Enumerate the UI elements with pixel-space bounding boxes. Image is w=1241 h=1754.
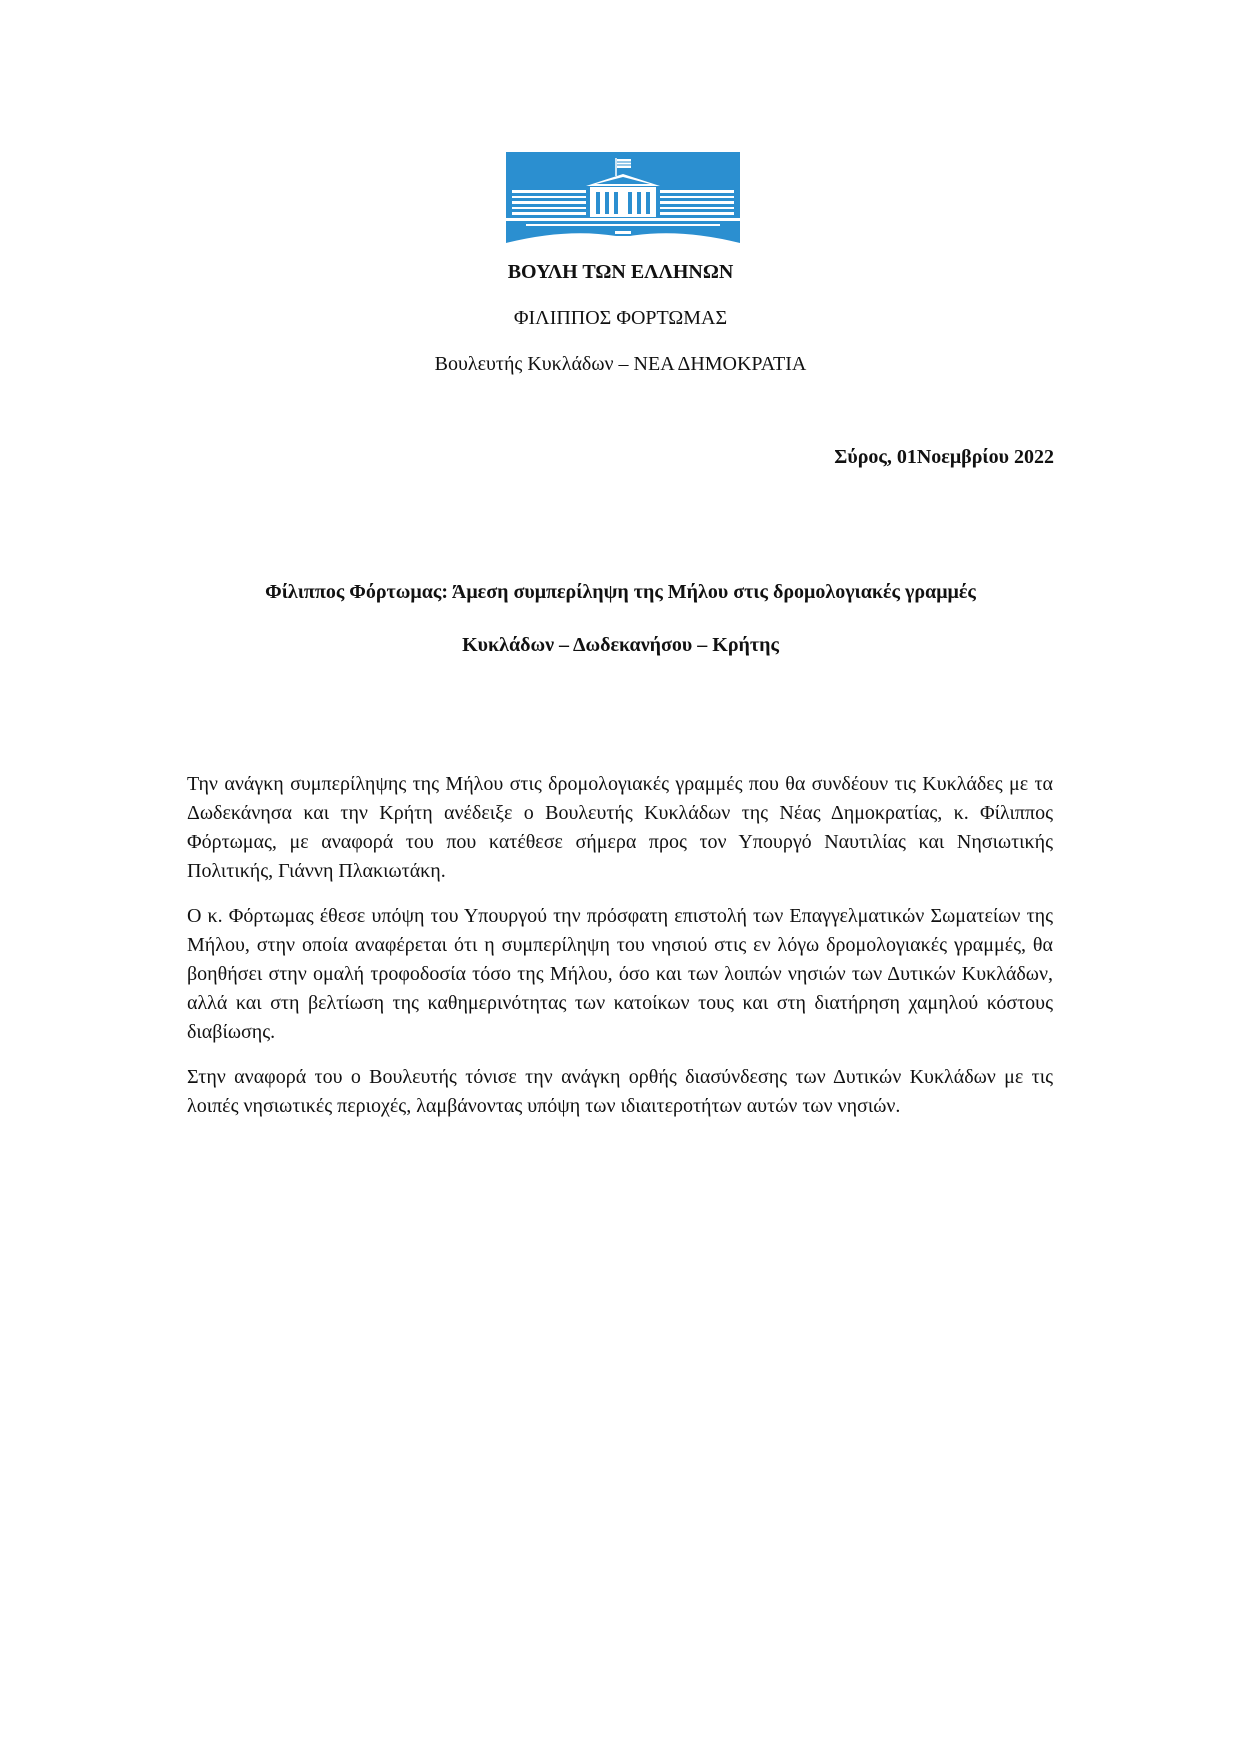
headline-line-1: Φίλιππος Φόρτωμας: Άμεση συμπερίληψη της Μήλου στις δρομολογιακές γραμμές [265, 581, 976, 603]
hellenic-parliament-logo-icon [506, 152, 740, 243]
body-paragraph: Ο κ. Φόρτωμας έθεσε υπόψη του Υπουργού την πρόσφατη επιστολή των Επαγγελματικών Σωματείων της Μήλου, στην οποία αναφέρεται ότι η συμπερίληψη του νησιού στις εν λόγω δρομολογιακές γραμμές, θα βοηθήσει στην ομαλή τροφοδοσία τόσο της Μήλου, όσο και των λοιπών νησιών των Δυτικών Κυκλάδων, αλλά και στη βελτίωση της καθημερινότητας των κατοίκων τους και στη διατήρηση χαμηλού κόστους διαβίωσης. [187, 905, 1053, 1043]
mp-name: ΦΙΛΙΠΠΟΣ ΦΟΡΤΩΜΑΣ [513, 307, 728, 329]
organization-name: ΒΟΥΛΗ ΤΩΝ ΕΛΛΗΝΩΝ [507, 261, 734, 283]
body-paragraph: Την ανάγκη συμπερίληψης της Μήλου στις δρομολογιακές γραμμές που θα συνδέουν τις Κυκλάδες με τα Δωδεκάνησα και την Κρήτη ανέδειξε ο Βουλευτής Κυκλάδων της Νέας Δημοκρατίας, κ. Φίλιππος Φόρτωμας, με αναφορά του που κατέθεσε σήμερα προς τον Υπουργό Ναυτιλίας και Νησιωτικής Πολιτικής, Γιάννη Πλακιωτάκη. [187, 773, 1053, 882]
headline-line-2: Κυκλάδων – Δωδεκανήσου – Κρήτης [462, 634, 779, 656]
dateline: Σύρος, 01Νοεμβρίου 2022 [834, 446, 1054, 468]
body-paragraph: Στην αναφορά του ο Βουλευτής τόνισε την ανάγκη ορθής διασύνδεσης των Δυτικών Κυκλάδων με τις λοιπές νησιωτικές περιοχές, λαμβάνοντας υπόψη των ιδιαιτεροτήτων αυτών των νησιών. [187, 1066, 1053, 1117]
press-release-body [187, 770, 1053, 1137]
mp-role: Βουλευτής Κυκλάδων – ΝΕΑ ΔΗΜΟΚΡΑΤΙΑ [434, 353, 807, 375]
